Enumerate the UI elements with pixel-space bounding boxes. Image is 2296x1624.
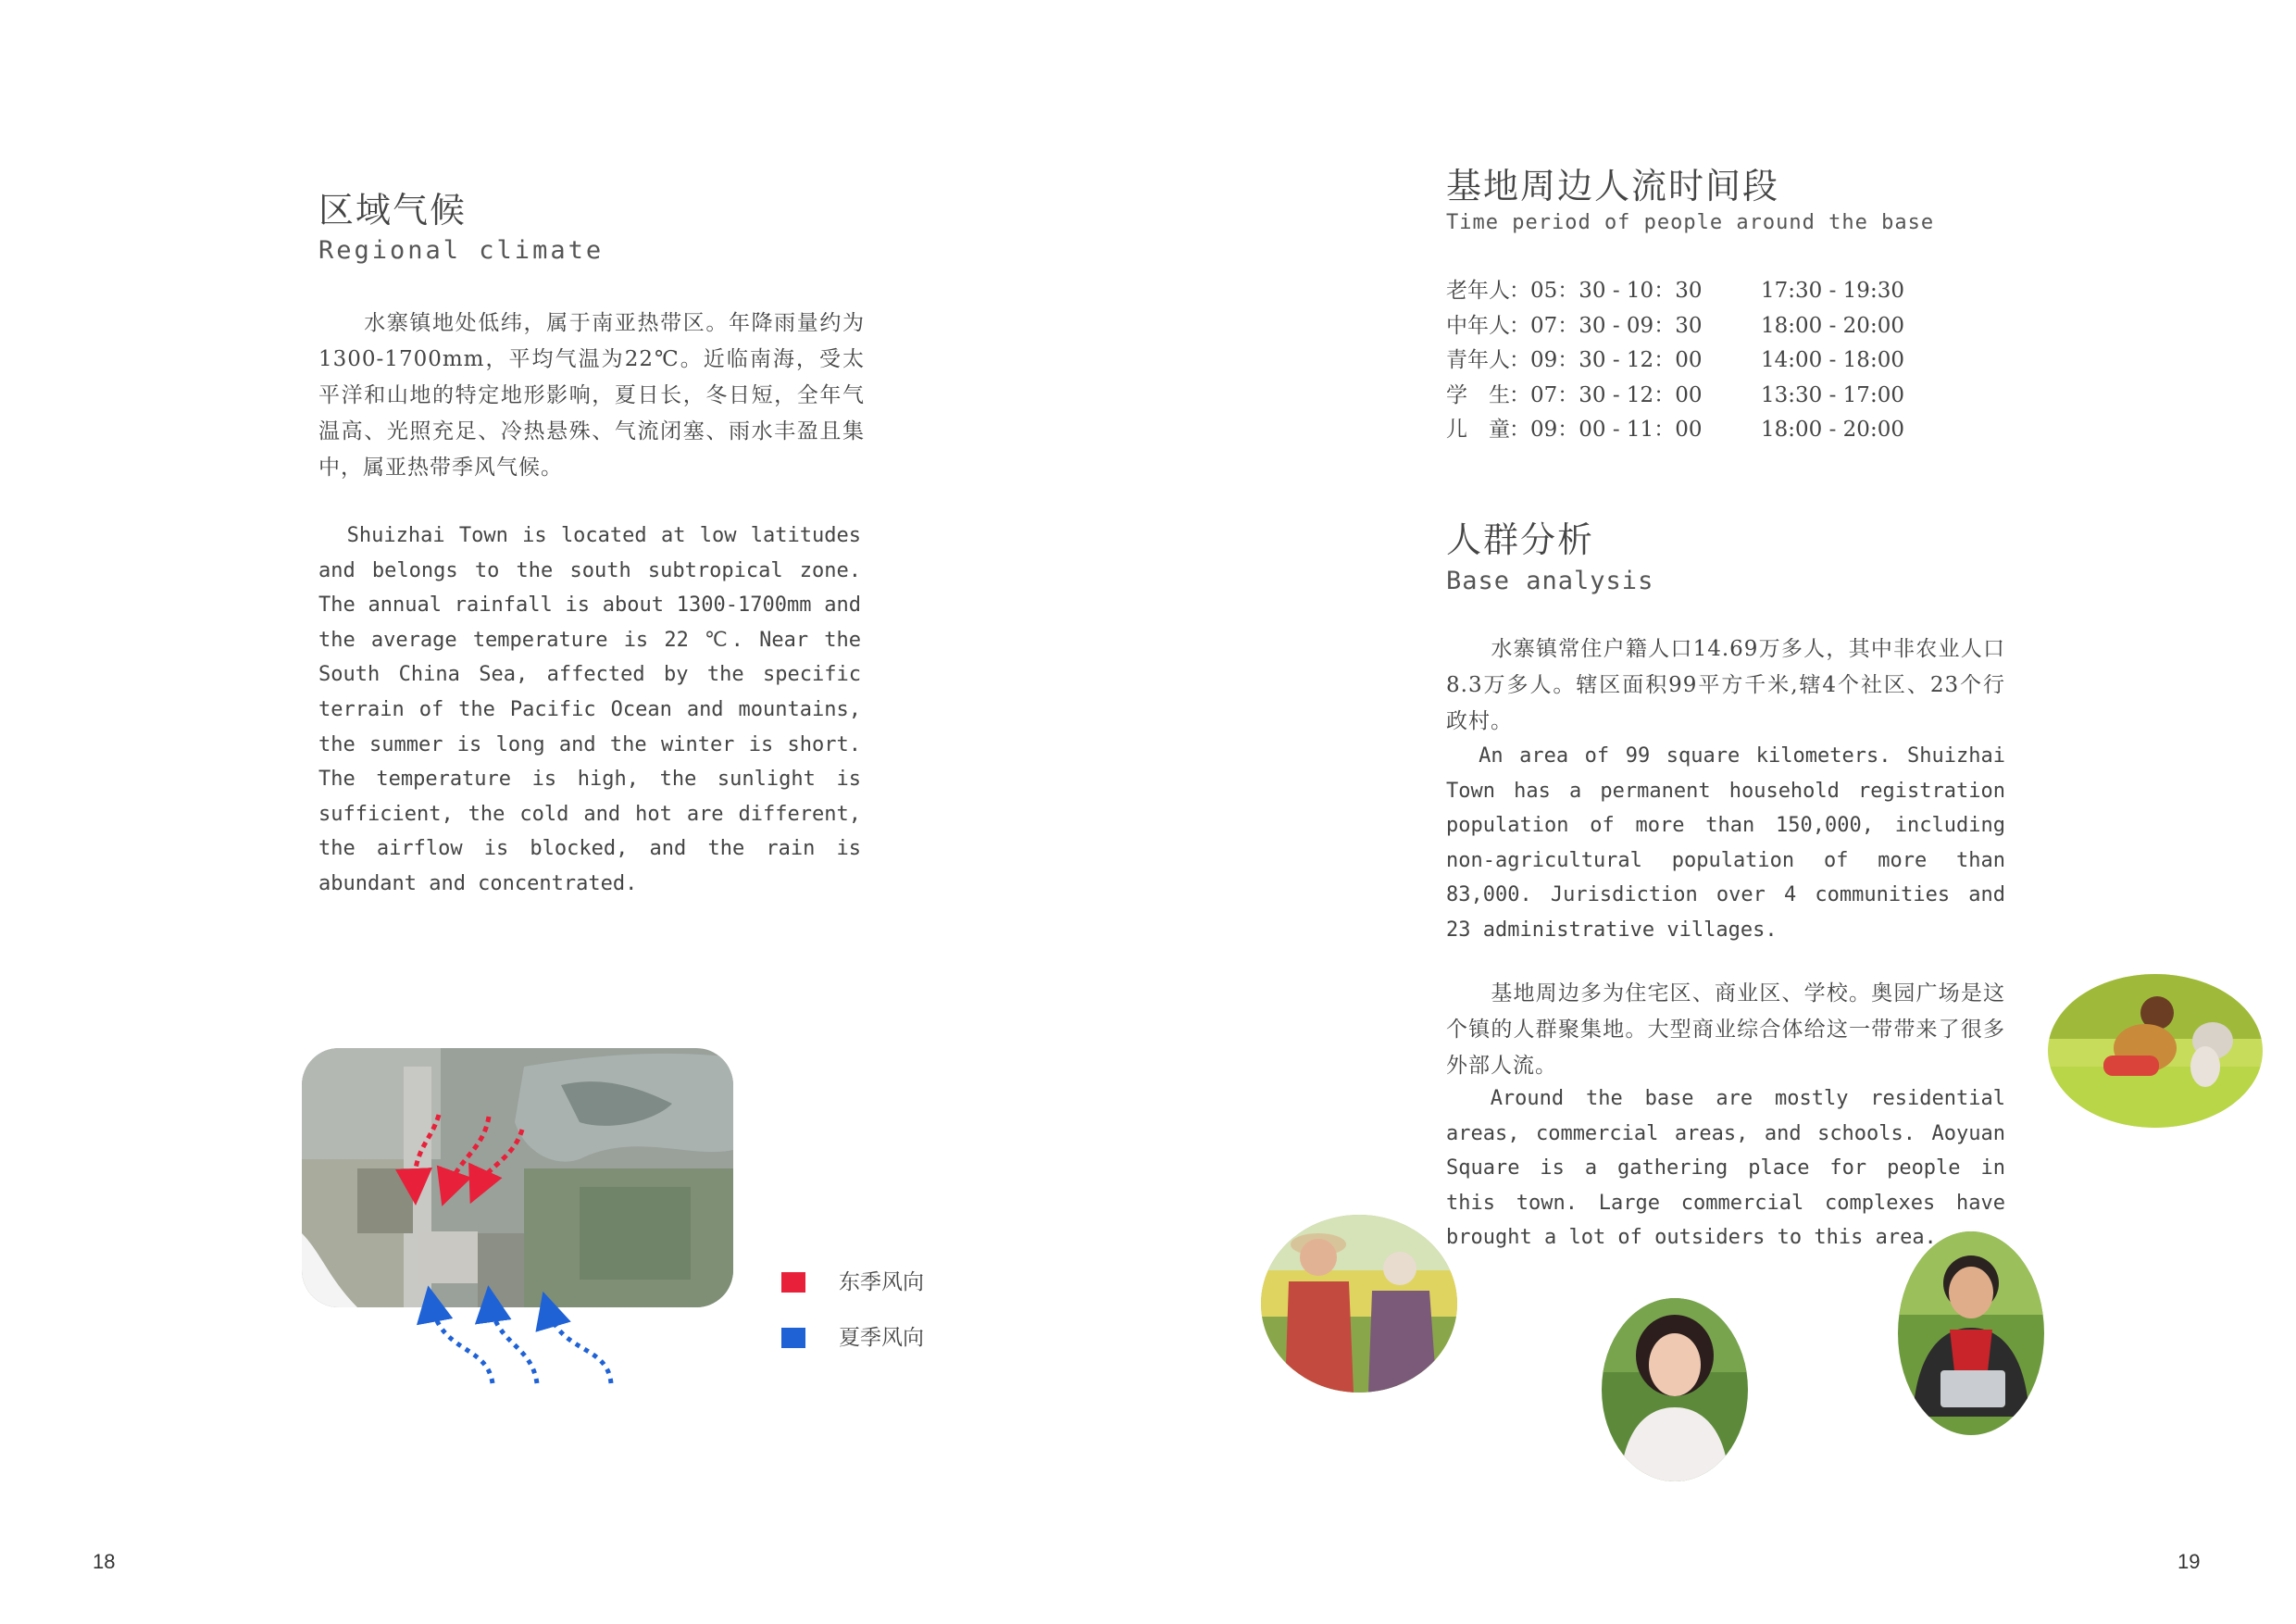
schedule-row bbox=[1446, 344, 1904, 379]
schedule-group: 中年人 bbox=[1446, 313, 1510, 338]
schedule-time2: 13:30 - 17:00 bbox=[1761, 382, 1904, 407]
schedule-time2: 18:00 - 20:00 bbox=[1761, 418, 1904, 442]
legend-swatch-east-monsoon bbox=[781, 1272, 805, 1293]
page-number-right: 19 bbox=[2177, 1550, 2201, 1573]
climate-paragraph-cn: 水寨镇地处低纬，属于南亚热带区。年降雨量约为1300-1700mm，平均气温为22℃。近临南海，受太平洋和山地的特定地形影响，夏日长，冬日短，全年气温高、光照充足、冷热悬殊、气流闭塞、雨水丰盈且集中，属亚热带季风气候。 bbox=[318, 311, 865, 480]
young-man-laptop-photo bbox=[1898, 1231, 2044, 1435]
population-paragraph-en: An area of 99 square kilometers. Shuizhai Town has a permanent household registration population of more than 150,000, including non-agricultural population of more than 83,000. Jurisdiction over 4 communities and 23 administrative villages. bbox=[1446, 744, 2018, 942]
legend-swatch-summer-monsoon bbox=[781, 1328, 805, 1348]
schedule-time2: 17:30 - 19:30 bbox=[1761, 279, 1904, 303]
time-schedule-table bbox=[1446, 274, 1904, 448]
middle-aged-woman-photo bbox=[1602, 1298, 1748, 1481]
schedule-time2: 14:00 - 18:00 bbox=[1761, 348, 1904, 372]
schedule-group: 老年人 bbox=[1446, 279, 1510, 303]
schedule-time1: ：07：30 - 12：00 bbox=[1509, 382, 1703, 407]
schedule-row bbox=[1446, 379, 1904, 414]
schedule-time2: 18:00 - 20:00 bbox=[1761, 313, 1904, 338]
population-paragraph-cn: 水寨镇常住户籍人口14.69万多人，其中非农业人口8.3万多人。辖区面积99平方千米,辖4个社区、23个行政村。 bbox=[1446, 637, 2005, 733]
surroundings-paragraph-cn: 基地周边多为住宅区、商业区、学校。奥园广场是这个镇的人群聚集地。大型商业综合体给这一带带来了很多外部人流。 bbox=[1446, 981, 2005, 1078]
aerial-map-graphic bbox=[302, 1048, 737, 1386]
middle-aged-woman-illustration bbox=[1602, 1298, 1748, 1481]
climate-paragraph-en: Shuizhai Town is located at low latitudes and belongs to the south subtropical zone. The annual rainfall is about 1300-1700mm and the average temperature is 22 ℃. Near the South China Sea, affected by the specific terrain of the Pacific Ocean and mountains, the summer is long and the winter is short. The temperature is high, the sunlight is sufficient, the cold and hot are different, the airflow is blocked, and the rain is abundant and concentrated. bbox=[318, 524, 874, 895]
schedule-time1: ：09：30 - 12：00 bbox=[1509, 348, 1703, 372]
elderly-couple-photo bbox=[1261, 1215, 1457, 1393]
base-analysis-heading-cn: 人群分析 bbox=[1446, 519, 1595, 560]
schedule-row bbox=[1446, 309, 1904, 344]
schedule-group: 学 生 bbox=[1446, 382, 1510, 407]
schedule-time1: ：09：00 - 11：00 bbox=[1509, 418, 1703, 442]
surroundings-paragraph-en: Around the base are mostly residential areas, commercial areas, and schools. Aoyuan Square is a gathering place for people in this town. Large commercial complexes have brought a lot of outsiders to this area. bbox=[1446, 1087, 2018, 1250]
child-with-dog-illustration bbox=[2048, 974, 2263, 1128]
section-heading-cn: 区域气候 bbox=[318, 190, 468, 231]
page-number-left: 18 bbox=[93, 1550, 116, 1573]
schedule-group: 青年人 bbox=[1446, 348, 1510, 372]
elderly-couple-illustration bbox=[1261, 1215, 1457, 1393]
schedule-row bbox=[1446, 413, 1904, 448]
schedule-group: 儿 童 bbox=[1446, 418, 1510, 442]
time-period-heading-en: Time period of people around the base bbox=[1446, 211, 1935, 234]
child-with-dog-photo bbox=[2048, 974, 2263, 1128]
schedule-row bbox=[1446, 274, 1904, 309]
aerial-map bbox=[302, 1048, 737, 1386]
section-heading-en: Regional climate bbox=[318, 236, 605, 265]
base-analysis-heading-en: Base analysis bbox=[1446, 567, 1654, 595]
legend-label-east-monsoon: 东季风向 bbox=[839, 1270, 924, 1294]
young-man-laptop-illustration bbox=[1898, 1231, 2044, 1435]
schedule-time1: ：07：30 - 09：30 bbox=[1509, 313, 1703, 338]
schedule-time1: ：05：30 - 10：30 bbox=[1509, 279, 1703, 303]
time-period-heading-cn: 基地周边人流时间段 bbox=[1446, 166, 1780, 206]
legend-label-summer-monsoon: 夏季风向 bbox=[839, 1326, 924, 1350]
